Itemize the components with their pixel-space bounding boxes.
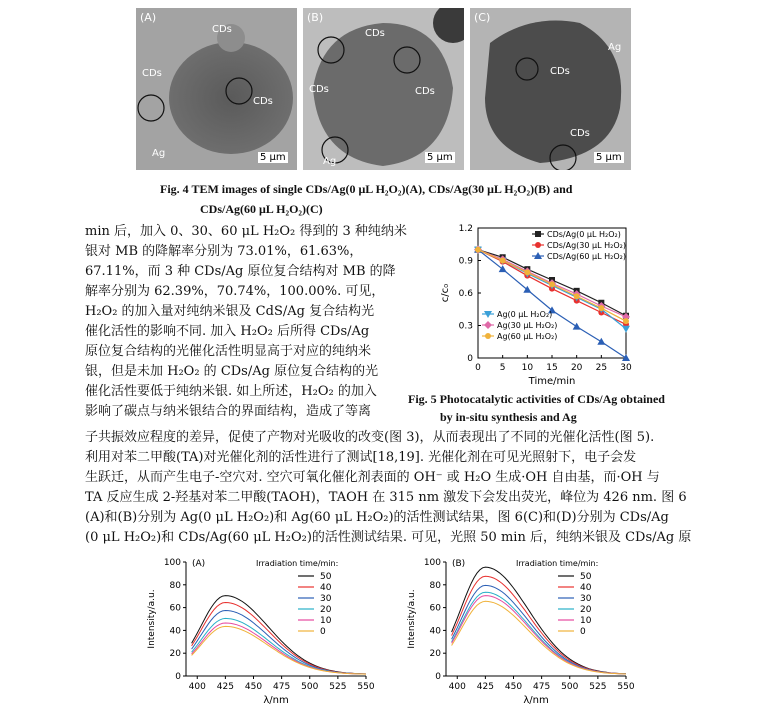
y-tick-label: 0.9 <box>458 256 473 267</box>
y-tick-label: 0.6 <box>458 289 473 299</box>
y-tick-label: 20 <box>429 649 441 660</box>
x-axis-label: Time/min <box>528 376 576 387</box>
legend-label: 30 <box>320 594 332 604</box>
x-tick-label: 550 <box>617 682 635 692</box>
data-point <box>535 231 541 237</box>
y-tick-label: 80 <box>169 580 181 591</box>
body-text-left-column <box>85 222 407 422</box>
legend-label: 30 <box>580 594 592 604</box>
legend-label: 20 <box>580 605 592 615</box>
spectrum-line <box>452 567 626 674</box>
spectrum-line <box>192 618 366 674</box>
legend-label: 10 <box>580 616 592 626</box>
annotation-ag: Ag <box>608 42 622 53</box>
legend-label: 40 <box>320 583 332 593</box>
data-point <box>622 326 630 333</box>
annotation-ag: Ag <box>152 148 166 159</box>
annotation-cds: CDs <box>142 68 162 79</box>
fig5-caption-line2: by in-situ synthesis and Ag <box>440 410 577 424</box>
body-text-line: 子共振效应程度的差异，促使了产物对光吸收的改变(图 3)，从而表现出了不同的光催化活性(图 5). <box>85 430 655 445</box>
panel-label-c: (C) <box>474 11 491 24</box>
spectrum-line <box>192 611 366 675</box>
x-tick-label: 25 <box>595 363 608 373</box>
data-point <box>475 247 481 253</box>
annotation-cds: CDs <box>309 84 329 95</box>
body-text-line: 影响了碳点与纳米银结合的界面结构，造成了等离 <box>85 404 372 419</box>
data-point <box>598 305 604 311</box>
y-tick-label: 80 <box>429 580 441 591</box>
body-text-line: 利用对苯二甲酸(TA)对光催化剂的活性进行了测试[18,19]. 光催化剂在可见光照射下，电子会发 <box>85 450 637 465</box>
body-text-line: 银对 MB 的降解率分别为 73.01%，61.63%， <box>85 244 363 259</box>
x-tick-label: 475 <box>273 682 291 692</box>
y-tick-label: 100 <box>423 558 441 568</box>
body-text-line: H₂O₂ 的加入量对纯纳米银及 CdS/Ag 复合结构光 <box>85 304 375 319</box>
data-point <box>549 281 555 287</box>
scale-bar-label: 5 μm <box>260 152 286 163</box>
y-tick-label: 0 <box>175 672 181 682</box>
x-tick-label: 500 <box>561 682 579 692</box>
body-text-full-width <box>85 428 691 548</box>
x-tick-label: 30 <box>620 363 632 373</box>
body-text-line: TA 反应生成 2-羟基对苯二甲酸(TAOH)，TAOH 在 315 nm 激发下会发出荧光，峰位为 426 nm. 图 6 <box>85 490 687 505</box>
legend-label: 50 <box>320 572 332 582</box>
spectrum-line <box>452 596 626 674</box>
y-tick-label: 0 <box>467 354 473 364</box>
legend-label: CDs/Ag(0 μL H₂O₂) <box>547 230 621 239</box>
x-tick-label: 525 <box>329 682 347 692</box>
legend-title: Irradiation time/min: <box>256 559 339 568</box>
data-point <box>485 333 491 339</box>
annotation-cds: CDs <box>550 66 570 77</box>
legend-label: 50 <box>580 572 592 582</box>
scale-bar-label: 5 μm <box>427 152 453 163</box>
panel-label-b: (B) <box>307 11 324 24</box>
panel-label-a: (A) <box>140 11 157 24</box>
y-axis-label: c/c₀ <box>440 283 451 303</box>
body-text-line: 67.11%，而 3 种 CDs/Ag 原位复合结构对 MB 的降 <box>85 264 396 279</box>
legend-label: Ag(30 μL H₂O₂) <box>497 321 558 330</box>
data-point <box>535 242 541 248</box>
x-tick-label: 400 <box>448 682 466 692</box>
x-axis-label: λ/nm <box>523 695 549 706</box>
x-tick-label: 450 <box>504 682 523 692</box>
fig6b-chart <box>400 550 640 708</box>
legend-label: 40 <box>580 583 592 593</box>
x-tick-label: 400 <box>188 682 206 692</box>
scale-bar-label: 5 μm <box>596 152 622 163</box>
annotation-cds: CDs <box>365 28 385 39</box>
legend-label: 10 <box>320 616 332 626</box>
fig4-caption-line2: CDs/Ag(60 μL H₂O₂)(C) <box>200 202 323 216</box>
x-tick-label: 550 <box>357 682 375 692</box>
body-text-line: (A)和(B)分别为 Ag(0 μL H₂O₂)和 Ag(60 μL H₂O₂)的活性测试结果，图 6(C)和(D)分别为 CDs/Ag <box>85 510 669 525</box>
x-tick-label: 20 <box>570 363 583 373</box>
legend-label: 20 <box>320 605 332 615</box>
data-point <box>623 318 629 324</box>
x-tick-label: 15 <box>546 363 558 373</box>
data-point <box>500 258 506 264</box>
legend-label: 0 <box>320 627 326 637</box>
fig5-chart <box>420 218 640 388</box>
legend-label: CDs/Ag(30 μL H₂O₂) <box>547 241 626 250</box>
legend-label: Ag(60 μL H₂O₂) <box>497 332 558 341</box>
data-point <box>484 321 492 329</box>
y-tick-label: 60 <box>169 603 181 614</box>
data-point <box>574 293 580 299</box>
panel-label: (A) <box>192 559 206 569</box>
y-tick-label: 60 <box>429 603 441 614</box>
fig4-caption-line1: Fig. 4 TEM images of single CDs/Ag(0 μL H₂O₂)(A), CDs/Ag(30 μL H₂O₂)(B) and <box>160 182 573 196</box>
annotation-cds: CDs <box>570 128 590 139</box>
body-text-line: 解率分别为 62.39%，70.74%，100.00%. 可见， <box>85 284 385 299</box>
legend-label: CDs/Ag(60 μL H₂O₂) <box>547 252 626 261</box>
body-text-line: 催化活性要低于纯纳米银. 如上所述，H₂O₂ 的加入 <box>85 384 377 399</box>
tem-image-b <box>303 8 464 170</box>
x-tick-label: 525 <box>589 682 607 692</box>
y-tick-label: 0 <box>435 672 441 682</box>
y-axis-label: Intensity/a.u. <box>147 589 157 649</box>
annotation-ag: Ag <box>323 156 337 167</box>
body-text-line: (0 μL H₂O₂)和 CDs/Ag(60 μL H₂O₂)的活性测试结果. 可见，光照 50 min 后，纯纳米银及 CDs/Ag 原 <box>85 530 692 545</box>
y-tick-label: 40 <box>169 626 181 637</box>
spectrum-line <box>192 596 366 674</box>
x-tick-label: 500 <box>301 682 319 692</box>
body-text-line: 银，但是未加 H₂O₂ 的 CDs/Ag 原位复合结构的光 <box>85 364 379 379</box>
y-tick-label: 0.3 <box>458 321 473 332</box>
annotation-cds: CDs <box>415 86 435 97</box>
x-tick-label: 450 <box>244 682 263 692</box>
x-tick-label: 0 <box>475 363 481 373</box>
y-tick-label: 100 <box>163 558 181 568</box>
tem-micrograph-c <box>470 8 631 170</box>
annotation-cds: CDs <box>212 24 232 35</box>
tem-image-c <box>470 8 631 170</box>
x-tick-label: 10 <box>521 363 534 373</box>
x-tick-label: 425 <box>476 682 494 692</box>
fig6a-chart <box>140 550 380 708</box>
fig5-caption-line1: Fig. 5 Photocatalytic activities of CDs/Ag obtained <box>408 392 665 406</box>
y-tick-label: 1.2 <box>458 224 473 234</box>
y-tick-label: 20 <box>169 649 181 660</box>
data-point <box>597 338 605 345</box>
annotation-cds: CDs <box>253 96 273 107</box>
x-tick-label: 475 <box>533 682 551 692</box>
tem-image-a <box>136 8 297 170</box>
data-point <box>573 323 581 330</box>
body-text-line: 生跃迁，从而产生电子-空穴对. 空穴可氧化催化剂表面的 OH⁻ 或 H₂O 生成·OH 自由基，而·OH 与 <box>85 470 660 485</box>
x-tick-label: 425 <box>216 682 234 692</box>
y-tick-label: 40 <box>429 626 441 637</box>
panel-label: (B) <box>452 559 466 569</box>
y-axis-label: Intensity/a.u. <box>407 589 417 649</box>
legend-label: Ag(0 μL H₂O₂) <box>497 310 553 319</box>
x-tick-label: 5 <box>499 363 506 373</box>
data-point <box>524 269 530 275</box>
body-text-line: 原位复合结构的光催化活性明显高于对应的纯纳米 <box>85 344 372 359</box>
legend-label: 0 <box>580 627 586 637</box>
legend-title: Irradiation time/min: <box>516 559 599 568</box>
x-axis-label: λ/nm <box>263 695 289 706</box>
body-text-line: 催化活性的影响不同. 加入 H₂O₂ 后所得 CDs/Ag <box>85 324 370 339</box>
body-text-line: min 后，加入 0、30、60 μL H₂O₂ 得到的 3 种纯纳米 <box>85 224 407 239</box>
